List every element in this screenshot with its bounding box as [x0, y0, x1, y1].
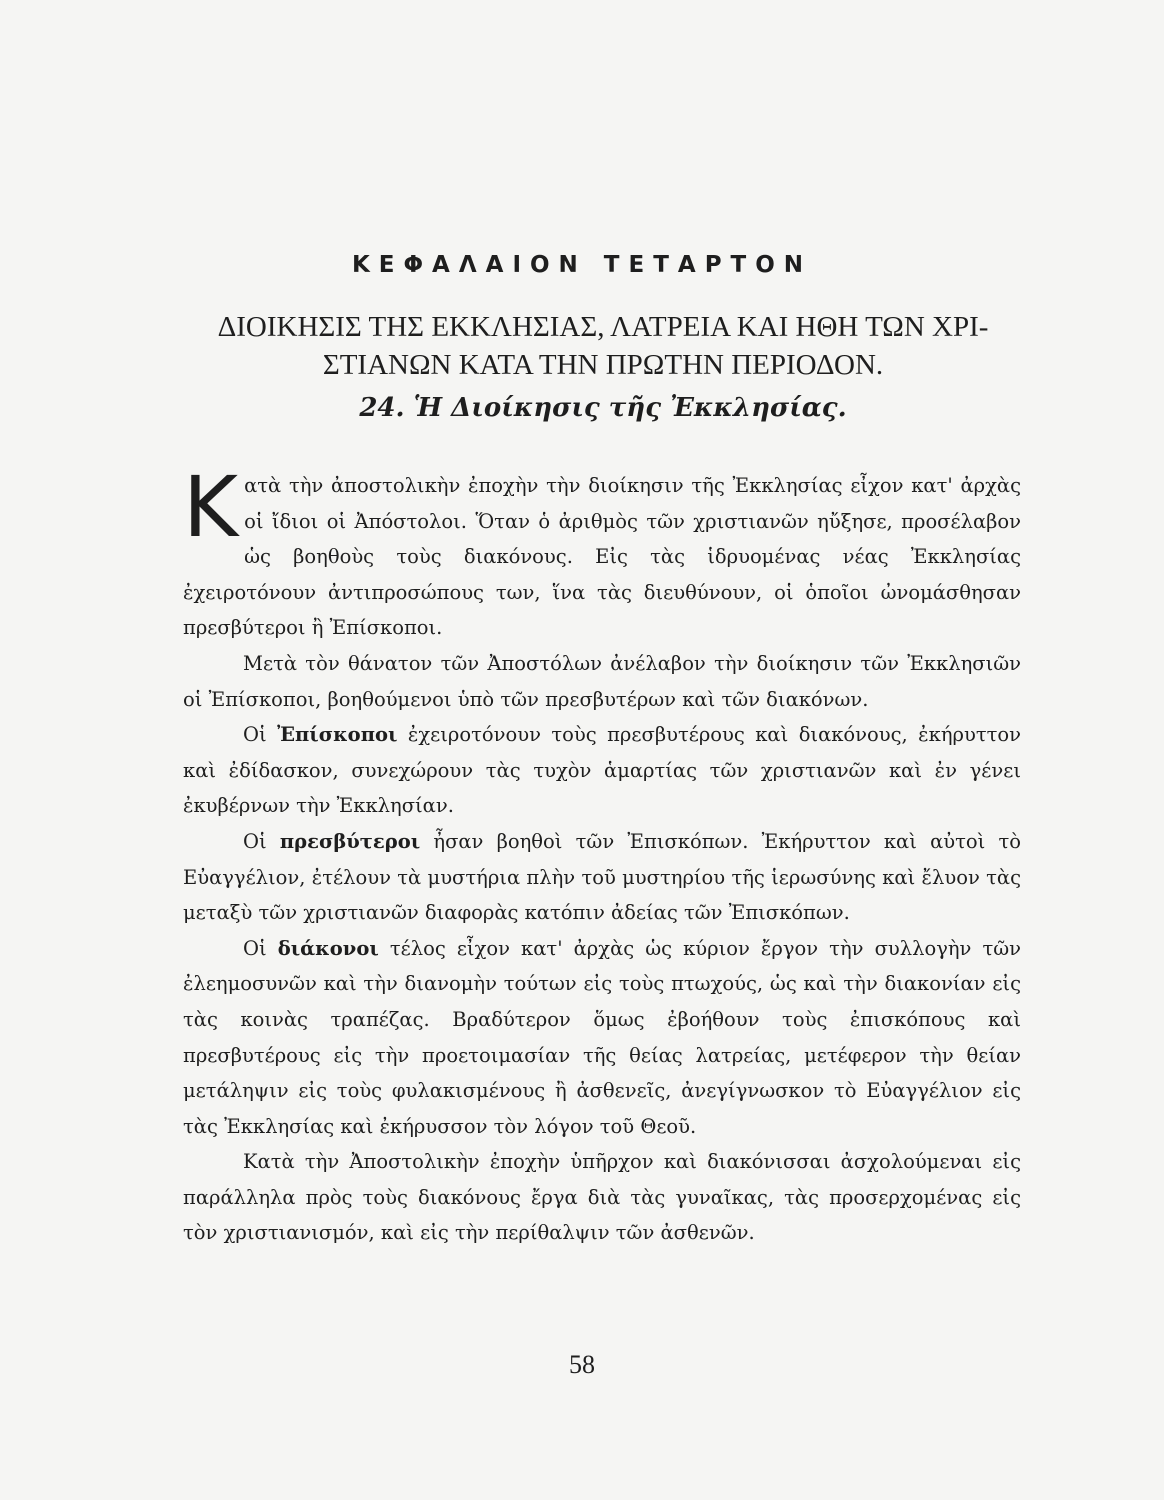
paragraph-5-lead: Οἱ [243, 936, 267, 960]
paragraph-2-text: Μετὰ τὸν θάνατον τῶν Ἀποστόλων ἀνέλαβον τὴν διοίκησιν τῶν Ἐκκλησιῶν οἱ Ἐπίσκοποι, βοηθούμενοι ὑπὸ τῶν πρεσβυτέρων καὶ τῶν διακόνων. [183, 651, 1021, 711]
paragraph-3-text: ἐχειροτόνουν τοὺς πρεσβυτέρους καὶ διακόνους, ἐκήρυττον καὶ ἐδίδασκον, συνεχώρουν τὰς τυχὸν ἁμαρτίας τῶν χριστιανῶν καὶ ἐν γένει ἐκυβέρνων τὴν Ἐκκλησίαν. [183, 723, 1022, 818]
paragraph-1-text: ατὰ τὴν ἀποστολικὴν ἐποχὴν τὴν διοίκησιν τῆς Ἐκκλησίας εἶχον κατ' ἀρχὰς οἱ ἴδιοι οἱ Ἀπόστολοι. Ὅταν ὁ ἀριθμὸς τῶν χριστιανῶν ηὔξησε, προσέλαβον ὡς βοηθοὺς τοὺς διακόνους. Εἰς τὰς ἱδρυομένας νέας Ἐκκλησίας ἐχειροτόνουν ἀντιπροσώπους των, ἵνα τὰς διευθύνουν, οἱ ὁποῖοι ὠνομάσθησαν πρεσβύτεροι ἢ Ἐπίσκοποι. [183, 474, 1021, 640]
body-text [183, 458, 1022, 1251]
paragraph-4-lead: Οἱ [243, 829, 267, 853]
paragraph-3-lead: Οἱ [243, 723, 267, 747]
paragraph-5-text: τέλος εἶχον κατ' ἀρχὰς ὡς κύριον ἔργον τὴν συλλογὴν τῶν ἐλεημοσυνῶν καὶ τὴν διανομὴν τούτων εἰς τοὺς πτωχούς, ὡς καὶ τὴν διακονίαν εἰς τὰς κοινὰς τραπέζας. Βραδύτερον ὅμως ἐβοήθουν τοὺς ἐπισκόπους καὶ πρεσβυτέρους εἰς τὴν προετοιμασίαν τῆς θείας λατρείας, μετέφερον τὴν θείαν μετάληψιν εἰς τοὺς φυλακισμένους ἢ ἀσθενεῖς, ἀνεγίγνωσκον τὸ Εὐαγγέλιον εἰς τὰς Ἐκκλησίας καὶ ἐκήρυσσον τὸν λόγον τοῦ Θεοῦ. [183, 936, 1022, 1138]
paragraph-1 [183, 458, 1021, 646]
paragraph-4 [183, 824, 1021, 931]
drop-cap: Κ [183, 458, 239, 556]
paragraph-4-text: ἦσαν βοηθοὶ τῶν Ἐπισκόπων. Ἐκήρυττον καὶ αὐτοὶ τὸ Εὐαγγέλιον, ἐτέλουν τὰ μυστήρια πλὴν τοῦ μυστηρίου τῆς ἱερωσύνης καὶ ἔλυον τὰς μεταξὺ τῶν χριστιανῶν διαφορὰς κατόπιν ἀδείας τῶν Ἐπισκόπων. [183, 829, 1021, 925]
page-number: 58 [569, 1350, 595, 1379]
paragraph-3 [183, 717, 1021, 824]
paragraph-6 [183, 1144, 1021, 1251]
chapter-title-line-1: ΔΙΟΙΚΗΣΙΣ ΤΗΣ ΕΚΚΛΗΣΙΑΣ, ΛΑΤΡΕΙΑ ΚΑΙ ΗΘΗ ΤΩΝ ΧΡΙ- [217, 311, 989, 343]
term-diakonoi: διάκονοι [277, 936, 379, 960]
chapter-label: ΚΕΦΑΛΑΙΟΝ ΤΕΤΑΡΤΟΝ [351, 252, 813, 278]
term-presbyteroi: πρεσβύτεροι [279, 829, 421, 853]
section-heading: 24. Ἡ Διοίκησις τῆς Ἐκκλησίας. [359, 393, 847, 423]
paragraph-5 [183, 931, 1021, 1145]
paragraph-6-text: Κατὰ τὴν Ἀποστολικὴν ἐποχὴν ὑπῆρχον καὶ διακόνισσαι ἀσχολούμεναι εἰς παράλληλα πρὸς τοὺς διακόνους ἔργα διὰ τὰς γυναῖκας, τὰς προσερχομένας εἰς τὸν χριστιανισμόν, καὶ εἰς τὴν περίθαλψιν τῶν ἀσθενῶν. [183, 1150, 1021, 1245]
chapter-title-line-2: ΣΤΙΑΝΩΝ ΚΑΤΑ ΤΗΝ ΠΡΩΤΗΝ ΠΕΡΙΟΔΟΝ. [322, 349, 884, 381]
term-episkopoi: Ἐπίσκοποι [277, 723, 398, 747]
paragraph-2 [183, 646, 1021, 717]
chapter-title [183, 308, 1023, 384]
